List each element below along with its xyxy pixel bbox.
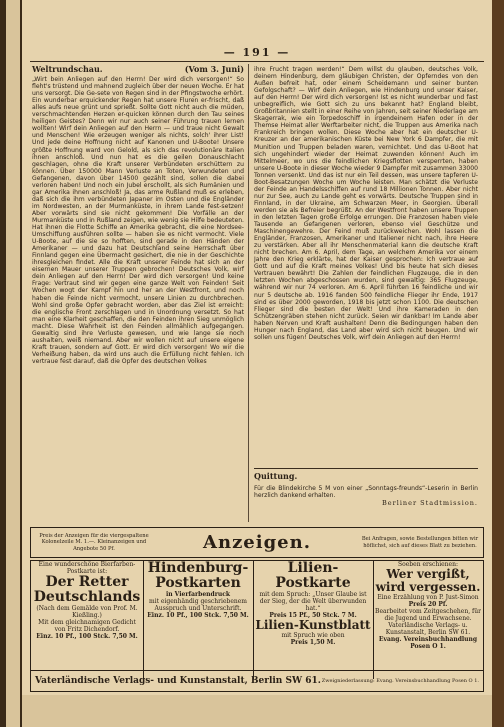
article-left-column (32, 66, 244, 365)
ad4-contact: Evang. Vereinsbuchhandlung Posen O 1. (378, 636, 478, 650)
publisher-name: Vaterländische Verlags- und Kunstanstalt, Berlin SW 61. (35, 676, 321, 686)
binding-edge (0, 0, 22, 727)
book-edge-right (492, 0, 504, 727)
page-number: — 191 — (223, 46, 291, 59)
column-divider (248, 64, 249, 522)
article-text-left: „Wirt bein Anliegen auf den Herrn! Der wird dich versorgen!“ So fleht's trüstend und mahnend zugleich über der neuen Woche. Er hat uns versorgt. Die Ge-sete von Regen sind in der Pfingstwoche erhört. Ein wunderbar erquickender Regen hat unsere Fluren er-frischt, daß alles aufs neue grünt und sprießt. Sollte Gott nicht auch die müden, verschmachtenden Herzen er-quicken können durch den Tau seines heiligen Geistes? Denn wir nur auch seiner Führung trauen lernen wollten! Wirf dein Anliegen auf den Herrn — und traue nicht Gewalt und Menschen! Wie erzeugen weniger als nichts, solch' ihrer List! Und jede deine Hoffnung nicht auf Kanonen und U-Boote! Unsere größte Hoffnung ward von Gelold, als sich das revolutionäre Italien ihnen anschloß. Und nun hat es die geilen Donauschlacht geschlagen, ohne die Kraft unserer Verbündeten erschüttern zu können. Über 150000 Mann Verluste an Toten, Verwundeten und Gefangenen, davon über 14500 gezählt sind, sollen die dabei verloren haben! Und noch ein Jubel erschollt, als sich Rumänien und gar Amerika ihnen anschloß! Ja, das arme Rußland muß es erleben, daß sich die ihm verbündeten Japaner im Osten und die Engländer im Nordwesten, an der Murmanküste, in ihrem Lande fest-setzen! Aber vorwärts sind sie nicht gekommen! Die Vorfälle an der Murmanküste und in Rußland zeigen, wie wenig sie Hilfe bedeuteten. Hat ihnen die Flotte Schiffe an Amerika gebracht, die eine Nordsee-Umschiffung ausführen sollte — haben sie es nicht vermocht. Viele U-Boote, auf die sie so hofften, sind gerade in den Händen der Amerikaner — und dazu hat Deutschland seine Herrschaft über Finnland gegen eine Übermacht gesichert, die nie in der Geschichte ihresgleichen findet. Alle die Kraft unserer Feinde hat sich an der eisernen Mauer unserer Truppen gebrochen! Deutsches Volk, wirf dein Anliegen auf den Herrn! Der wird dich versorgen! Und keine Frage: Vertraut sind wir gegen eine ganze Welt von Feinden! Seit Wochen wogt der Kampf hin und her an der Westfront, und noch haben die Feinde nicht vermocht, unsere Linien zu durchbrechen. Wohl sind große Opfer gebracht worden, aber das Ziel ist erreicht: die englische Front zerschlagen und in Unordnung versetzt. So hat man eine Klarheit geschaffen, die den Feinden ihren Sieg unmöglich macht. Diese Wahrheit ist den Feinden allmählich aufgegangen. Gewaltig sind ihre Verluste gewesen, und wie lange sie noch aushalten, weiß niemand. Aber wir wollen nicht auf unsere eigene Kraft trauen, sondern auf Gott. Er wird dich versorgen! Wo wir die Verheißung haben, da wird uns auch die Erfüllung nicht fehlen. Ich vertraue fest darauf, daß die Opfer des deutschen Volkes (32, 76, 244, 365)
ad1-body: Mit dem gleichnamigen Gedicht von Fritz Dichendorf. (38, 619, 136, 633)
quittung-signature: Berliner Stadtmission. (382, 499, 478, 507)
article-text-right: ihre Frucht tragen werden!“ Dem willst du glauben, deutsches Volk, deinem Hindenburg, dem gläubigen Christen, der Opferndes von den Außen befreit hat, oder einem Scheidemann und seiner bunten Gefolgschaft? — Wirf dein Anliegen, wie Hindenburg und unser Kaiser, auf den Herrn! Der wird dich versorgen! Ist es nicht wunderbar und fast unbegreiflich, wie Gott sich zu uns bekannt hat? England bleibt, Großbritannien stellt in einer Reihe von Jahren, seit seiner Niederlage am Skagerrak, wie ein Torpedoschiff in irgendeinem Hafen oder in der Themse Heimat aller Werftarbeiter nicht, die Truppen aus Amerika nach Frankreich bringen wollen. Diese Woche aber hat ein deutscher U-Kreuzer an der amerikanischen Küste bei New York 6 Dampfer, die mit Munition und Truppen beladen waren, vernichtet. Und das U-Boot hat sich ungehindert wieder der Heimat zuwenden können! Auch im Mittelmeer, wo uns die feindlichen Kriegsflotten versperrten, haben unsere U-Boote in dieser Woche wieder 9 Dampfer mit zusammen 33000 Tonnen versenkt. Und das ist nur ein Teil dessen, was unsere tapferen U-Boot-Besatzungen Woche um Woche leisten. Man schätzt die Verluste der Feinde an Handelsschiffen auf rund 18 Millionen Tonnen. Aber nicht nur zur See, auch zu Lande geht es vorwärts. Deutsche Truppen sind in Finnland, in der Ukraine, am Schwarzen Meer, in Georgien. Überall werden sie als Befreier begrüßt. An der Westfront haben unsere Truppen in den letzten Tagen große Erfolge errungen. Die Franzosen haben viele Tausende an Gefangenen verloren, ebenso viel Geschütze und Maschinengewehre. Der Feind muß zurückweichen. Wohl lassen die Engländer, Franzosen, Amerikaner und Italiener nicht nach, ihre Heere zu verstärken. Aber all ihr Menschenmaterial kann die deutsche Kraft nicht brechen. Am 6. April, dem Tage, an welchem Amerika vor einem Jahre den Krieg erklärte, hat der Kaiser gesprochen: Ich vertraue auf Gott und auf die Kraft meines Volkes! Und bis heute hat sich dieses Vertrauen bewährt! Die Zahlen der feindlichen Flugzeuge, die in den letzten Wochen abgeschossen wurden, sind gewaltig: 365 Flugzeuge, während wir nur 74 verloren. Am 6. April führten 16 feindliche und wir nur 5 deutsche ab. 1916 fanden 500 feindliche Flieger ihr Ende, 1917 sind es über 2000 geworden, 1918 bis jetzt schon 1100. Die deutschen Flieger sind die besten der Welt! Und ihre Kameraden in den Schützengräben stehen nicht zurück. Seien wir dankbar! Im Lande aber haben Nerven und Kraft aushalten! Denn die Bedingungen haben den Hunger nach England, das Land aber wird sich nicht beugen. Und wir sollen uns fügen! Deutsches Volk, wirf dein Anliegen auf den Herrn! (254, 66, 478, 341)
ad-lilien-postkarte (253, 561, 372, 679)
advertisements (30, 560, 484, 692)
ad-hindenburg-postkarten (143, 561, 252, 679)
ad1-price: Einz. 10 Pf., 100 Stck. 7,50 M. (36, 633, 138, 640)
ad-retter-deutschlands (33, 561, 141, 679)
ad2-price: Einz. 10 Pf., 100 Stck. 7,50 M. (147, 612, 249, 619)
ad3-headline: Lilien-Postkarte (275, 560, 351, 591)
anzeigen-request-note: Bei Anfragen, sowie Bestellungen bitten wir höflichst, sich auf dieses Blatt zu beziehen. (361, 536, 479, 549)
anzeigen-header (30, 527, 484, 558)
header-rule (30, 61, 484, 62)
quittung-section (254, 468, 478, 507)
ad4-sub: Eine Erzählung von P. Just-Simon (377, 594, 479, 601)
anzeigen-title: Anzeigen. (203, 532, 311, 553)
ad4-headline: Wer vergißt, wird vergessen. (375, 567, 481, 594)
ad-wer-vergisst (373, 561, 482, 679)
ad2-sub: in Vierfarbendruck (165, 591, 231, 598)
ad1-intro: Eine wunderschöne Bierfarben-Postkarte ist: (38, 561, 136, 575)
ad3-body2: mit Spruch wie oben (281, 632, 345, 639)
ad2-headline: Hindenburg-Postkarten (147, 560, 249, 591)
ads-footer (31, 670, 483, 691)
ad4-price: Preis 20 Pf. (408, 601, 448, 608)
adjacent-page-strip (6, 0, 20, 727)
ad3-price: Preis 15 Pf., 50 Stck. 7 M. (269, 612, 357, 619)
ad1-sub: (Nach dem Gemälde von Prof. M. Kießling.) (36, 605, 138, 619)
ad3-price2: Preis 1,50 M. (290, 639, 336, 646)
ad1-headline: Der Retter Deutschlands (33, 574, 141, 605)
bottom-margin (22, 695, 492, 727)
anzeigen-price-note: Preis der Anzeigen für die viergespaltene Kolonelzeile M. 1.—. Kleinanzeigen und Angebote 50 Pf. (39, 533, 149, 552)
ad2-body: mit eigenhändig geschriebenem Ausspruch und Unterschrift. (149, 598, 247, 612)
article-date: (Vom 3. Juni) (184, 64, 244, 74)
article-header (32, 66, 244, 73)
article-right-column (254, 66, 478, 464)
publisher-branch: Zweigniederlassung: Evang. Vereinsbuchhandlung Posen O 1. (321, 678, 479, 684)
ad4-body: Bearbeitet vom Zeitgeschehen, für die Jugend und Erwachsene. Vaterländische Verlags- u. Kunstanstalt, Berlin SW 61. (375, 608, 481, 636)
ad3-body: mit dem Spruch: „Unser Glaube ist der Sieg, der die Welt überwunden hat.“ (259, 591, 367, 612)
quittung-title: Quittung. (254, 471, 298, 481)
ad4-intro: Soeben erschienen: (398, 561, 458, 568)
newspaper-page (22, 0, 492, 727)
quittung-text: Für die Blindekirche 5 M von einer „Sonntags-freunds“-Leserin in Berlin herzlich dankend erhalten. (254, 485, 478, 499)
article-title: Weltrundschau. (32, 64, 103, 74)
ad3-headline2: Lilien-Kunstblatt (255, 618, 371, 632)
